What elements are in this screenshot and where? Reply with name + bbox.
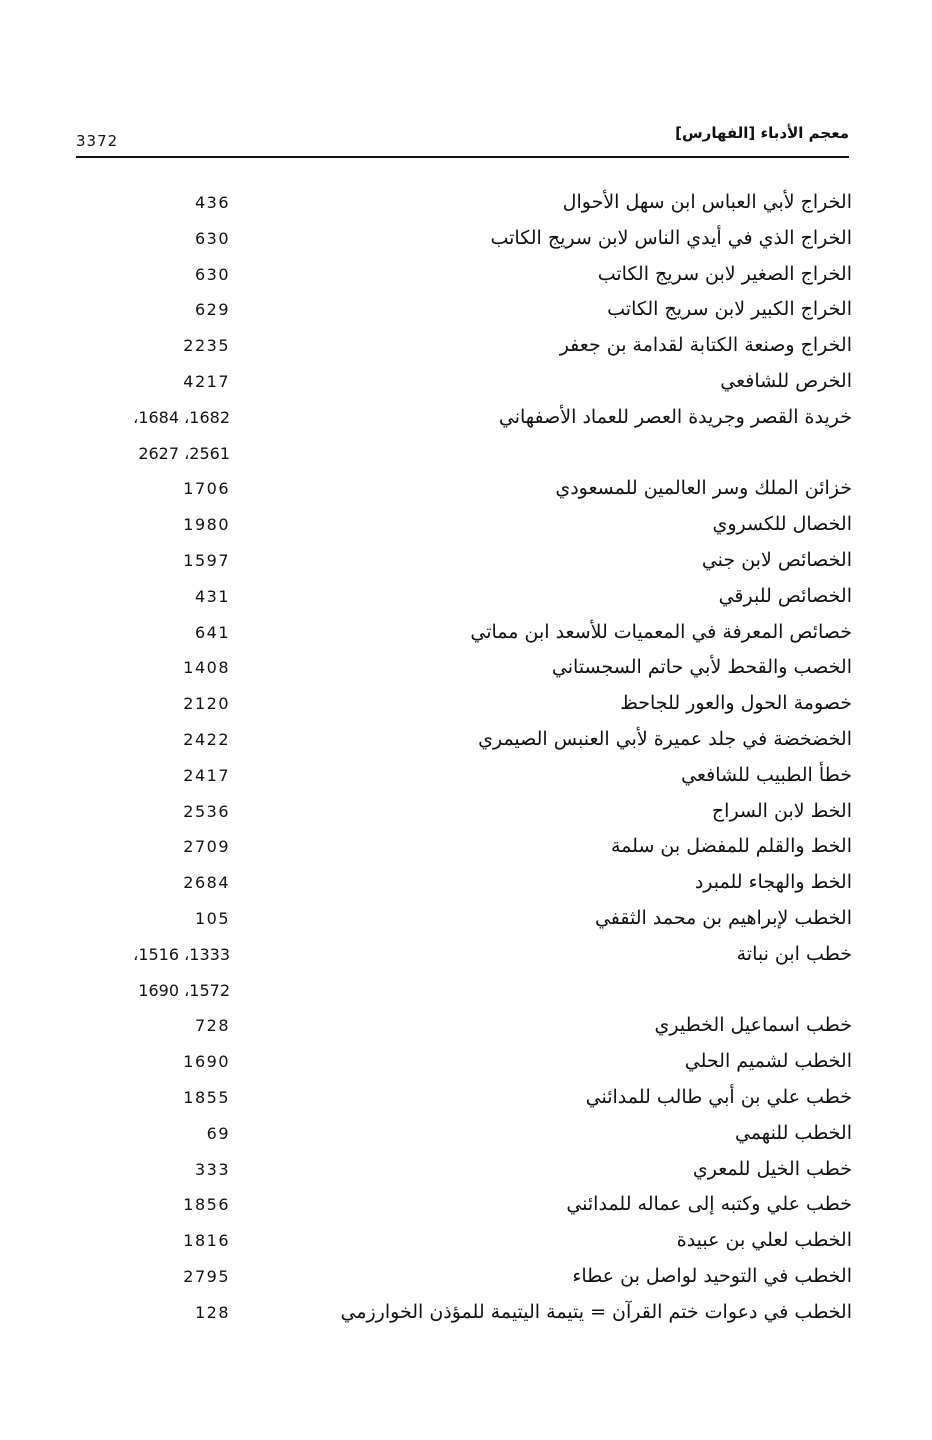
entry-title: الخراج الصغير لابن سريج الكاتب bbox=[597, 262, 852, 285]
page-number: 3372 bbox=[76, 132, 119, 150]
index-entry bbox=[76, 796, 852, 830]
entry-title: خزائن الملك وسر العالمين للمسعودي bbox=[555, 477, 852, 500]
entry-title: الخصب والقحط لأبي حاتم السجستاني bbox=[551, 656, 852, 679]
index-entry bbox=[76, 1082, 852, 1116]
entry-pages: 2422 bbox=[183, 730, 230, 749]
index-entry bbox=[76, 366, 852, 400]
entry-pages: 1597 bbox=[183, 551, 230, 570]
entry-title: الخضخضة في جلد عميرة لأبي العنبس الصيمري bbox=[478, 728, 852, 750]
index-entry bbox=[76, 1118, 852, 1152]
entry-title: الخصائص لابن جني bbox=[701, 549, 852, 571]
entry-pages: 1816 bbox=[183, 1231, 230, 1251]
entry-pages: 4217 bbox=[183, 372, 230, 391]
entry-title: خطأ الطبيب للشافعي bbox=[681, 763, 852, 786]
entry-title: الخرص للشافعي bbox=[720, 370, 852, 392]
entry-title: خطب اسماعيل الخطيري bbox=[654, 1014, 852, 1037]
entry-pages: 431 bbox=[194, 586, 230, 606]
index-entry bbox=[76, 473, 852, 507]
index-entry bbox=[76, 688, 852, 722]
entry-pages: 2235 bbox=[183, 336, 230, 356]
index-entry bbox=[76, 903, 852, 937]
entry-pages: 2536 bbox=[183, 801, 230, 821]
entry-pages: 1408 bbox=[183, 658, 230, 678]
entry-title: خطب علي بن أبي طالب للمدائني bbox=[585, 1086, 852, 1108]
entry-pages: 2417 bbox=[183, 765, 230, 785]
entry-pages: 1855 bbox=[183, 1088, 230, 1107]
index-entry bbox=[76, 1046, 852, 1080]
entry-title: خريدة القصر وجريدة العصر للعماد الأصفهاني bbox=[498, 405, 852, 428]
entry-pages: 1333، 1516، bbox=[133, 944, 230, 964]
entry-title: الخراج الكبير لابن سريج الكاتب bbox=[607, 298, 852, 321]
index-entry bbox=[76, 617, 852, 651]
entry-title: خطب الخيل للمعري bbox=[692, 1157, 852, 1180]
entry-title: الخطب في دعوات ختم القرآن = يتيمة اليتيمة للمؤذن الخوارزمي bbox=[340, 1300, 852, 1323]
entry-pages: 2684 bbox=[183, 873, 230, 893]
entry-title: خطب علي وكتبه إلى عماله للمدائني bbox=[566, 1193, 852, 1216]
entry-title: الخراج الذي في أيدي الناس لابن سريج الكاتب bbox=[490, 226, 852, 249]
entry-title: الخط والهجاء للمبرد bbox=[694, 871, 852, 894]
entry-pages: 2709 bbox=[183, 837, 230, 857]
entry-pages: 128 bbox=[194, 1302, 230, 1322]
index-entry bbox=[76, 402, 852, 463]
entry-title: الخطب لإبراهيم بن محمد الثقفي bbox=[594, 907, 852, 929]
index-entry bbox=[76, 1010, 852, 1044]
entry-title: الخطب لشميم الحلي bbox=[684, 1050, 852, 1073]
index-entry bbox=[76, 1297, 852, 1331]
entry-title: الخطب لعلي بن عبيدة bbox=[676, 1229, 852, 1252]
entry-pages-continued: 2561، 2627 bbox=[138, 443, 230, 463]
index-entry bbox=[76, 724, 852, 758]
entry-pages: 630 bbox=[194, 228, 230, 248]
entry-pages: 629 bbox=[194, 300, 230, 320]
entry-title: الخطب في التوحيد لواصل بن عطاء bbox=[572, 1265, 852, 1287]
entry-title: الخط والقلم للمفضل بن سلمة bbox=[611, 835, 852, 858]
index-entry bbox=[76, 1154, 852, 1188]
index-entry bbox=[76, 187, 852, 221]
entry-pages: 641 bbox=[194, 622, 230, 642]
index-entry bbox=[76, 581, 852, 615]
entry-pages: 728 bbox=[194, 1016, 230, 1036]
index-entry bbox=[76, 1189, 852, 1223]
entry-pages: 2795 bbox=[183, 1267, 230, 1286]
entry-pages: 436 bbox=[194, 193, 230, 212]
entry-pages: 1690 bbox=[183, 1052, 230, 1072]
entry-pages: 630 bbox=[194, 264, 230, 284]
index-entry bbox=[76, 223, 852, 257]
entry-pages: 105 bbox=[194, 909, 230, 928]
index-entry bbox=[76, 867, 852, 901]
index-entry bbox=[76, 259, 852, 293]
entry-title: الخط لابن السراج bbox=[711, 799, 852, 822]
entry-title: الخصال للكسروي bbox=[712, 513, 852, 536]
entry-pages: 1856 bbox=[183, 1195, 230, 1215]
entry-title: الخصائص للبرقي bbox=[718, 584, 852, 607]
index-entry bbox=[76, 330, 852, 364]
entry-title: خصومة الحول والعور للجاحظ bbox=[620, 692, 852, 715]
entry-title: خصائص المعرفة في المعميات للأسعد ابن مماتي bbox=[470, 620, 852, 643]
index-entry bbox=[76, 760, 852, 794]
index-entry bbox=[76, 831, 852, 865]
index-entry bbox=[76, 545, 852, 579]
entry-pages: 69 bbox=[206, 1123, 230, 1143]
index-entry bbox=[76, 294, 852, 328]
entry-title: الخراج لأبي العباس ابن سهل الأحوال bbox=[562, 191, 852, 213]
entry-pages-continued: 1572، 1690 bbox=[138, 980, 230, 1000]
index-entry bbox=[76, 652, 852, 686]
entry-title: الخراج وصنعة الكتابة لقدامة بن جعفر bbox=[559, 334, 852, 357]
running-title: معجم الأدباء [الفهارس] bbox=[675, 124, 849, 142]
entry-pages: 333 bbox=[194, 1159, 230, 1179]
index-entry bbox=[76, 1261, 852, 1295]
entry-pages: 1682، 1684، bbox=[133, 407, 230, 427]
page-header bbox=[76, 118, 849, 158]
index-entry bbox=[76, 509, 852, 543]
entry-title: خطب ابن نباتة bbox=[736, 942, 852, 965]
index-entry bbox=[76, 1225, 852, 1259]
entry-pages: 2120 bbox=[183, 694, 230, 714]
entry-pages: 1980 bbox=[183, 515, 230, 535]
entry-pages: 1706 bbox=[183, 479, 230, 499]
index-entry bbox=[76, 939, 852, 1000]
entry-title: الخطب للنهمي bbox=[734, 1121, 852, 1144]
